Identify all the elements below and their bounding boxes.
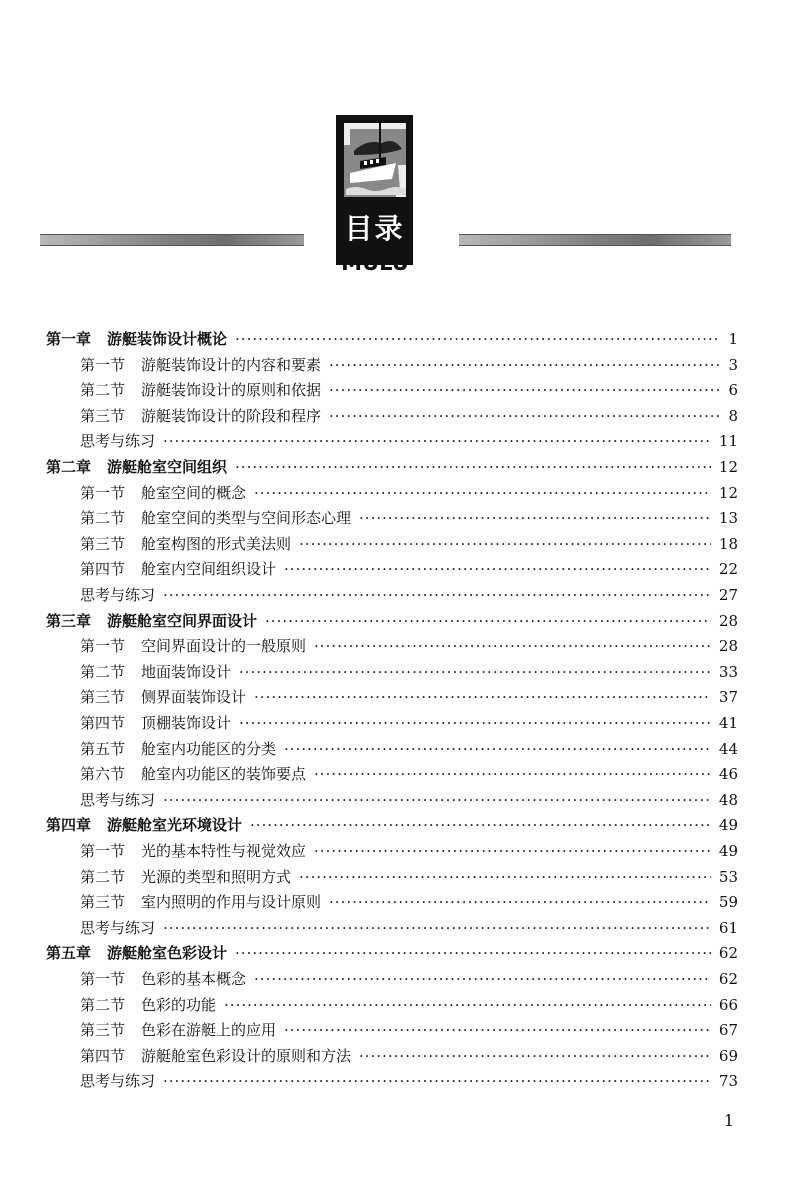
- entry-page: 22: [718, 560, 738, 579]
- dot-leader: [284, 1018, 711, 1042]
- toc-chapter-entry[interactable]: [46, 609, 738, 633]
- entry-title: 游艇装饰设计的原则和依据: [141, 381, 322, 400]
- dot-leader: [254, 967, 711, 991]
- toc-section-entry[interactable]: [80, 660, 738, 684]
- entry-number: 第二节: [80, 867, 126, 886]
- entry-title: 光源的类型和照明方式: [141, 867, 292, 886]
- entry-title: 地面装饰设计: [141, 662, 232, 681]
- entry-title: 舱室内功能区的分类: [141, 739, 277, 758]
- entry-number: 第六节: [80, 765, 126, 784]
- entry-page: 59: [718, 893, 738, 912]
- toc-section-entry[interactable]: [80, 762, 738, 786]
- entry-title: 游艇舱室色彩设计: [107, 944, 228, 963]
- entry-page: 3: [728, 355, 738, 374]
- dot-leader: [299, 532, 711, 556]
- toc-exercise-entry[interactable]: [80, 788, 738, 812]
- entry-number: 第三节: [80, 1021, 126, 1040]
- toc-section-entry[interactable]: [80, 353, 738, 377]
- entry-number: 第一节: [80, 970, 126, 988]
- dot-leader: [284, 737, 711, 761]
- entry-title: 舱室构图的形式美法则: [141, 534, 292, 553]
- entry-number: 第二节: [80, 662, 126, 681]
- toc-section-entry[interactable]: [80, 865, 738, 889]
- entry-page: 13: [718, 509, 738, 528]
- entry-title: 室内照明的作用与设计原则: [141, 893, 322, 912]
- entry-number: 第一节: [80, 842, 126, 860]
- toc-exercise-entry[interactable]: [80, 916, 738, 940]
- toc-exercise-entry[interactable]: [80, 429, 738, 453]
- entry-page: 1: [728, 330, 738, 348]
- entry-number: 第三节: [80, 893, 126, 912]
- dot-leader: [284, 557, 711, 581]
- entry-title: 舱室内空间组织设计: [141, 560, 277, 579]
- dot-leader: [235, 455, 711, 479]
- entry-number: 第三节: [80, 534, 126, 553]
- entry-number: 第二节: [80, 381, 126, 400]
- toc-section-entry[interactable]: [80, 993, 738, 1017]
- dot-leader: [314, 634, 711, 658]
- entry-title: 思考与练习: [80, 432, 156, 451]
- entry-number: 第三章: [46, 611, 92, 630]
- entry-number: 第四章: [46, 816, 92, 835]
- dot-leader: [163, 1069, 711, 1093]
- toc-section-entry[interactable]: [80, 506, 738, 530]
- toc-section-entry[interactable]: [80, 890, 738, 914]
- entry-title: 思考与练习: [80, 790, 156, 809]
- decorative-bar-right: [459, 234, 731, 246]
- toc-chapter-entry[interactable]: [46, 813, 738, 837]
- toc-section-entry[interactable]: [80, 634, 738, 658]
- entry-number: 第四节: [80, 560, 126, 579]
- entry-page: 27: [718, 586, 738, 604]
- entry-page: 62: [718, 944, 738, 963]
- entry-page: 18: [718, 534, 738, 553]
- entry-page: 12: [718, 483, 738, 502]
- entry-page: 48: [718, 790, 738, 809]
- entry-page: 67: [718, 1021, 738, 1040]
- entry-page: 6: [728, 381, 738, 400]
- dot-leader: [329, 378, 720, 402]
- dot-leader: [163, 583, 711, 607]
- toc-section-entry[interactable]: [80, 711, 738, 735]
- entry-page: 28: [718, 611, 738, 630]
- dot-leader: [235, 941, 711, 965]
- entry-page: 66: [718, 995, 738, 1014]
- toc-section-entry[interactable]: [80, 1044, 738, 1068]
- entry-title: 舱室空间的概念: [141, 483, 247, 502]
- entry-title: 舱室空间的类型与空间形态心理: [141, 509, 352, 528]
- entry-number: 第一章: [46, 330, 92, 348]
- dot-leader: [163, 788, 711, 812]
- toc-section-entry[interactable]: [80, 967, 738, 991]
- dot-leader: [299, 865, 711, 889]
- entry-page: 8: [728, 406, 738, 425]
- entry-page: 12: [718, 458, 738, 476]
- toc-section-entry[interactable]: [80, 737, 738, 761]
- toc-exercise-entry[interactable]: [80, 583, 738, 607]
- entry-page: 37: [718, 688, 738, 707]
- entry-page: 33: [718, 662, 738, 681]
- toc-section-entry[interactable]: [80, 1018, 738, 1042]
- entry-title: 侧界面装饰设计: [141, 688, 247, 707]
- dot-leader: [314, 762, 711, 786]
- dot-leader: [359, 506, 711, 530]
- dot-leader: [224, 993, 711, 1017]
- dot-leader: [254, 481, 711, 505]
- entry-page: 73: [718, 1072, 738, 1091]
- entry-number: 第四节: [80, 714, 126, 732]
- entry-title: 舱室内功能区的装饰要点: [141, 765, 307, 784]
- toc-section-entry[interactable]: [80, 404, 738, 428]
- dot-leader: [329, 353, 720, 377]
- entry-title: 色彩的基本概念: [141, 970, 247, 988]
- entry-page: 11: [718, 432, 738, 451]
- entry-number: 第一节: [80, 483, 126, 502]
- entry-title: 思考与练习: [80, 586, 156, 604]
- page-number: 1: [723, 1111, 734, 1130]
- entry-title: 光的基本特性与视觉效应: [141, 842, 307, 860]
- entry-number: 第三节: [80, 406, 126, 425]
- toc-chapter-entry[interactable]: [46, 455, 738, 479]
- entry-title: 游艇装饰设计的阶段和程序: [141, 406, 322, 425]
- toc-section-entry[interactable]: [80, 557, 738, 581]
- dot-leader: [239, 660, 711, 684]
- entry-title: 思考与练习: [80, 1072, 156, 1091]
- logo-subtitle: MULU: [341, 251, 409, 275]
- dot-leader: [314, 839, 711, 863]
- dot-leader: [359, 1044, 711, 1068]
- entry-title: 游艇装饰设计的内容和要素: [141, 355, 322, 374]
- dot-leader: [254, 685, 711, 709]
- toc-section-entry[interactable]: [80, 532, 738, 556]
- toc-section-entry[interactable]: [80, 378, 738, 402]
- entry-title: 顶棚装饰设计: [141, 714, 232, 732]
- toc-section-entry[interactable]: [80, 685, 738, 709]
- entry-page: 61: [718, 918, 738, 937]
- entry-title: 色彩在游艇上的应用: [141, 1021, 277, 1040]
- entry-number: 第二节: [80, 509, 126, 528]
- dot-leader: [329, 404, 720, 428]
- dot-leader: [265, 609, 711, 633]
- dot-leader: [163, 916, 711, 940]
- dot-leader: [235, 327, 720, 351]
- logo-title: 目录: [344, 212, 405, 245]
- entry-number: 第三节: [80, 688, 126, 707]
- entry-title: 空间界面设计的一般原则: [141, 637, 307, 656]
- dot-leader: [239, 711, 711, 735]
- entry-title: 游艇舱室空间组织: [107, 458, 228, 476]
- entry-page: 41: [718, 714, 738, 732]
- entry-page: 46: [718, 765, 738, 784]
- toc-chapter-entry[interactable]: [46, 941, 738, 965]
- toc-chapter-entry[interactable]: [46, 327, 738, 351]
- entry-number: 第二章: [46, 458, 92, 476]
- entry-number: 第二节: [80, 995, 126, 1014]
- entry-page: 44: [718, 739, 738, 758]
- entry-page: 69: [718, 1046, 738, 1065]
- entry-number: 第五章: [46, 944, 92, 963]
- toc-section-entry[interactable]: [80, 839, 738, 863]
- entry-title: 思考与练习: [80, 918, 156, 937]
- entry-number: 第一节: [80, 355, 126, 374]
- entry-title: 游艇装饰设计概论: [107, 330, 228, 348]
- entry-page: 62: [718, 970, 738, 988]
- entry-title: 色彩的功能: [141, 995, 217, 1014]
- dot-leader: [250, 813, 711, 837]
- toc-section-entry[interactable]: [80, 481, 738, 505]
- toc-exercise-entry[interactable]: [80, 1069, 738, 1093]
- entry-number: 第四节: [80, 1046, 126, 1065]
- entry-page: 49: [718, 816, 738, 835]
- toc-header: [0, 0, 790, 300]
- entry-page: 28: [718, 637, 738, 656]
- entry-page: 53: [718, 867, 738, 886]
- entry-page: 49: [718, 842, 738, 860]
- entry-title: 游艇舱室空间界面设计: [107, 611, 258, 630]
- dot-leader: [163, 429, 711, 453]
- dot-leader: [329, 890, 711, 914]
- entry-number: 第五节: [80, 739, 126, 758]
- entry-number: 第一节: [80, 637, 126, 656]
- entry-title: 游艇舱室色彩设计的原则和方法: [141, 1046, 352, 1065]
- decorative-bar-left: [40, 234, 304, 246]
- entry-title: 游艇舱室光环境设计: [107, 816, 243, 835]
